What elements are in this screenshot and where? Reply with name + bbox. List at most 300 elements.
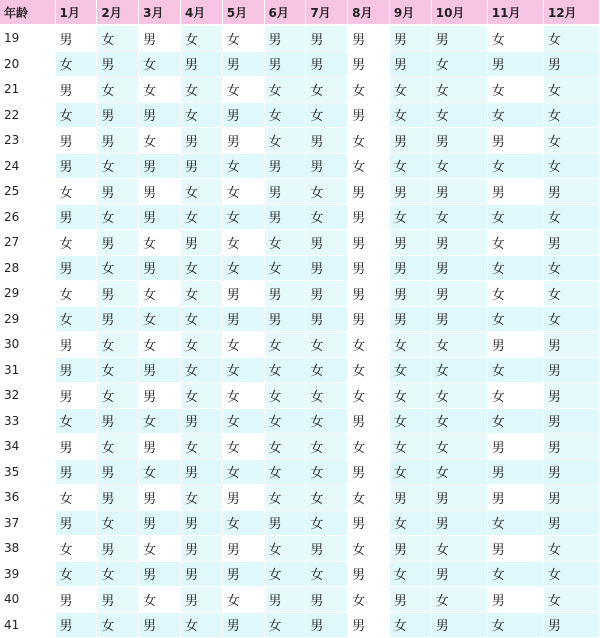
- gender-cell: 男: [97, 306, 139, 332]
- gender-cell: 男: [180, 459, 222, 485]
- gender-cell: 女: [487, 204, 543, 230]
- gender-cell: 男: [487, 459, 543, 485]
- table-row: [0, 25, 600, 51]
- gender-cell: 女: [264, 485, 306, 511]
- gender-cell: 男: [389, 51, 431, 77]
- gender-cell: 男: [306, 306, 348, 332]
- gender-cell: 女: [431, 204, 487, 230]
- gender-cell: 男: [97, 281, 139, 307]
- gender-cell: 男: [139, 25, 181, 51]
- gender-cell: 男: [222, 51, 264, 77]
- gender-cell: 男: [543, 612, 599, 638]
- month-header: 6月: [264, 0, 306, 25]
- gender-cell: 女: [180, 77, 222, 103]
- gender-cell: 男: [180, 510, 222, 536]
- gender-cell: 女: [97, 510, 139, 536]
- table-body: [0, 25, 600, 638]
- age-cell: 40: [0, 587, 55, 613]
- gender-cell: 男: [97, 51, 139, 77]
- gender-cell: 男: [389, 536, 431, 562]
- gender-cell: 男: [55, 204, 97, 230]
- age-cell: 37: [0, 510, 55, 536]
- gender-cell: 男: [348, 459, 390, 485]
- gender-cell: 男: [543, 434, 599, 460]
- gender-cell: 男: [55, 357, 97, 383]
- gender-cell: 女: [139, 77, 181, 103]
- gender-cell: 女: [431, 357, 487, 383]
- month-header: 2月: [97, 0, 139, 25]
- gender-cell: 女: [264, 357, 306, 383]
- gender-cell: 男: [431, 128, 487, 154]
- gender-cell: 女: [306, 77, 348, 103]
- gender-cell: 女: [306, 204, 348, 230]
- gender-cell: 女: [180, 255, 222, 281]
- gender-cell: 男: [180, 153, 222, 179]
- gender-cell: 女: [306, 102, 348, 128]
- gender-cell: 女: [487, 408, 543, 434]
- gender-cell: 女: [97, 612, 139, 638]
- gender-cell: 女: [389, 77, 431, 103]
- gender-cell: 男: [264, 587, 306, 613]
- gender-cell: 男: [264, 281, 306, 307]
- gender-cell: 女: [139, 536, 181, 562]
- gender-cell: 男: [431, 306, 487, 332]
- gender-cell: 女: [264, 255, 306, 281]
- gender-cell: 男: [543, 383, 599, 409]
- gender-cell: 女: [55, 561, 97, 587]
- gender-cell: 女: [97, 561, 139, 587]
- gender-cell: 男: [487, 51, 543, 77]
- gender-cell: 男: [97, 179, 139, 205]
- gender-cell: 女: [306, 179, 348, 205]
- gender-cell: 男: [348, 255, 390, 281]
- gender-cell: 男: [55, 510, 97, 536]
- gender-cell: 男: [543, 332, 599, 358]
- age-cell: 31: [0, 357, 55, 383]
- gender-cell: 女: [487, 383, 543, 409]
- gender-cell: 女: [348, 77, 390, 103]
- month-header: 8月: [348, 0, 390, 25]
- header-row: [0, 0, 600, 25]
- gender-cell: 女: [55, 306, 97, 332]
- gender-cell: 女: [264, 561, 306, 587]
- gender-cell: 男: [389, 255, 431, 281]
- gender-cell: 男: [543, 459, 599, 485]
- gender-cell: 男: [55, 459, 97, 485]
- table-row: [0, 255, 600, 281]
- gender-cell: 女: [180, 25, 222, 51]
- gender-cell: 女: [389, 459, 431, 485]
- gender-cell: 女: [180, 102, 222, 128]
- month-header: 10月: [431, 0, 487, 25]
- gender-cell: 男: [55, 25, 97, 51]
- table-row: [0, 561, 600, 587]
- gender-cell: 女: [222, 587, 264, 613]
- gender-cell: 女: [180, 306, 222, 332]
- gender-cell: 女: [180, 434, 222, 460]
- month-header: 1月: [55, 0, 97, 25]
- gender-cell: 女: [222, 153, 264, 179]
- gender-cell: 男: [431, 179, 487, 205]
- gender-cell: 女: [543, 25, 599, 51]
- table-row: [0, 510, 600, 536]
- gender-cell: 男: [97, 485, 139, 511]
- gender-cell: 男: [543, 179, 599, 205]
- gender-cell: 女: [264, 230, 306, 256]
- table-row: [0, 357, 600, 383]
- gender-cell: 男: [306, 51, 348, 77]
- gender-cell: 男: [139, 255, 181, 281]
- age-cell: 20: [0, 51, 55, 77]
- gender-cell: 女: [487, 357, 543, 383]
- gender-cell: 女: [97, 383, 139, 409]
- gender-cell: 女: [543, 587, 599, 613]
- gender-cell: 男: [97, 230, 139, 256]
- gender-cell: 女: [97, 25, 139, 51]
- gender-cell: 女: [97, 204, 139, 230]
- age-cell: 24: [0, 153, 55, 179]
- gender-cell: 女: [487, 102, 543, 128]
- table-row: [0, 153, 600, 179]
- gender-cell: 女: [306, 459, 348, 485]
- gender-cell: 女: [180, 204, 222, 230]
- gender-cell: 女: [431, 332, 487, 358]
- gender-cell: 男: [431, 230, 487, 256]
- gender-cell: 女: [222, 357, 264, 383]
- gender-cell: 男: [264, 204, 306, 230]
- gender-cell: 女: [487, 25, 543, 51]
- gender-cell: 女: [389, 153, 431, 179]
- gender-cell: 女: [487, 255, 543, 281]
- table-row: [0, 77, 600, 103]
- age-cell: 29: [0, 281, 55, 307]
- gender-cell: 女: [306, 485, 348, 511]
- gender-cell: 女: [431, 51, 487, 77]
- gender-cell: 男: [431, 25, 487, 51]
- age-header: 年龄: [0, 0, 55, 25]
- gender-cell: 男: [306, 25, 348, 51]
- gender-cell: 男: [389, 179, 431, 205]
- gender-cell: 男: [139, 561, 181, 587]
- gender-cell: 女: [55, 536, 97, 562]
- gender-cell: 女: [389, 612, 431, 638]
- gender-cell: 男: [389, 587, 431, 613]
- gender-cell: 女: [264, 77, 306, 103]
- table-row: [0, 612, 600, 638]
- gender-cell: 女: [222, 230, 264, 256]
- gender-cell: 女: [431, 102, 487, 128]
- month-header: 4月: [180, 0, 222, 25]
- gender-cell: 男: [139, 179, 181, 205]
- gender-cell: 男: [306, 587, 348, 613]
- gender-cell: 男: [222, 561, 264, 587]
- gender-cell: 女: [180, 357, 222, 383]
- age-cell: 33: [0, 408, 55, 434]
- gender-cell: 女: [264, 459, 306, 485]
- gender-cell: 男: [139, 357, 181, 383]
- gender-cell: 女: [139, 306, 181, 332]
- gender-cell: 女: [487, 77, 543, 103]
- gender-cell: 男: [222, 128, 264, 154]
- gender-cell: 女: [431, 587, 487, 613]
- gender-cell: 男: [306, 612, 348, 638]
- gender-cell: 女: [264, 536, 306, 562]
- gender-cell: 女: [306, 408, 348, 434]
- age-cell: 25: [0, 179, 55, 205]
- gender-cell: 男: [487, 332, 543, 358]
- gender-cell: 女: [543, 306, 599, 332]
- gender-cell: 女: [264, 434, 306, 460]
- gender-cell: 女: [222, 383, 264, 409]
- gender-cell: 男: [180, 51, 222, 77]
- gender-cell: 女: [306, 561, 348, 587]
- gender-cell: 女: [431, 408, 487, 434]
- gender-cell: 男: [431, 255, 487, 281]
- gender-cell: 女: [431, 153, 487, 179]
- gender-cell: 女: [97, 332, 139, 358]
- gender-cell: 男: [222, 306, 264, 332]
- gender-cell: 男: [222, 102, 264, 128]
- gender-cell: 女: [139, 51, 181, 77]
- age-cell: 38: [0, 536, 55, 562]
- gender-cell: 女: [264, 128, 306, 154]
- gender-cell: 男: [306, 255, 348, 281]
- gender-cell: 女: [543, 255, 599, 281]
- table-row: [0, 102, 600, 128]
- gender-cell: 男: [97, 587, 139, 613]
- gender-cell: 女: [389, 332, 431, 358]
- gender-cell: 女: [487, 510, 543, 536]
- gender-cell: 男: [55, 153, 97, 179]
- gender-cell: 女: [55, 230, 97, 256]
- gender-cell: 女: [264, 383, 306, 409]
- gender-cell: 女: [180, 612, 222, 638]
- gender-cell: 男: [431, 485, 487, 511]
- table-row: [0, 485, 600, 511]
- gender-cell: 女: [487, 153, 543, 179]
- gender-cell: 女: [389, 357, 431, 383]
- gender-cell: 女: [55, 281, 97, 307]
- gender-cell: 男: [97, 408, 139, 434]
- gender-cell: 女: [543, 77, 599, 103]
- gender-cell: 女: [389, 561, 431, 587]
- gender-cell: 男: [348, 281, 390, 307]
- table-row: [0, 408, 600, 434]
- gender-cell: 女: [348, 332, 390, 358]
- gender-cell: 男: [180, 536, 222, 562]
- gender-cell: 女: [487, 230, 543, 256]
- gender-cell: 女: [431, 77, 487, 103]
- gender-cell: 男: [55, 612, 97, 638]
- gender-cell: 男: [139, 153, 181, 179]
- age-cell: 28: [0, 255, 55, 281]
- gender-cell: 女: [222, 204, 264, 230]
- month-header: 7月: [306, 0, 348, 25]
- gender-cell: 女: [139, 332, 181, 358]
- gender-cell: 女: [55, 179, 97, 205]
- table-row: [0, 204, 600, 230]
- gender-cell: 男: [139, 102, 181, 128]
- gender-cell: 女: [97, 357, 139, 383]
- gender-cell: 女: [139, 587, 181, 613]
- gender-cell: 女: [180, 179, 222, 205]
- gender-cell: 男: [348, 561, 390, 587]
- gender-cell: 女: [222, 459, 264, 485]
- gender-cell: 女: [431, 383, 487, 409]
- gender-cell: 男: [389, 230, 431, 256]
- gender-cell: 男: [264, 51, 306, 77]
- gender-cell: 男: [139, 510, 181, 536]
- gender-cell: 男: [222, 281, 264, 307]
- gender-cell: 男: [222, 536, 264, 562]
- gender-cell: 女: [389, 383, 431, 409]
- age-cell: 34: [0, 434, 55, 460]
- gender-cell: 男: [306, 128, 348, 154]
- gender-cell: 女: [543, 128, 599, 154]
- gender-cell: 男: [55, 255, 97, 281]
- gender-cell: 男: [348, 408, 390, 434]
- gender-cell: 男: [264, 25, 306, 51]
- gender-cell: 女: [543, 281, 599, 307]
- gender-cell: 女: [139, 230, 181, 256]
- gender-cell: 女: [264, 408, 306, 434]
- gender-cell: 女: [348, 153, 390, 179]
- gender-cell: 男: [139, 612, 181, 638]
- gender-cell: 女: [180, 281, 222, 307]
- gender-cell: 女: [487, 306, 543, 332]
- gender-cell: 男: [543, 51, 599, 77]
- gender-cell: 女: [222, 332, 264, 358]
- gender-cell: 男: [431, 612, 487, 638]
- gender-cell: 男: [55, 587, 97, 613]
- gender-cell: 男: [97, 128, 139, 154]
- gender-cell: 男: [180, 128, 222, 154]
- table-row: [0, 434, 600, 460]
- gender-cell: 男: [543, 230, 599, 256]
- gender-cell: 男: [55, 332, 97, 358]
- gender-cell: 女: [55, 408, 97, 434]
- month-header: 3月: [139, 0, 181, 25]
- gender-cell: 男: [487, 536, 543, 562]
- month-header: 5月: [222, 0, 264, 25]
- gender-cell: 女: [389, 102, 431, 128]
- gender-cell: 女: [389, 204, 431, 230]
- gender-cell: 男: [264, 179, 306, 205]
- gender-cell: 女: [306, 383, 348, 409]
- gender-cell: 女: [348, 485, 390, 511]
- gender-cell: 男: [348, 102, 390, 128]
- gender-cell: 女: [97, 153, 139, 179]
- table-row: [0, 459, 600, 485]
- gender-cell: 女: [222, 434, 264, 460]
- age-cell: 30: [0, 332, 55, 358]
- gender-cell: 女: [55, 51, 97, 77]
- gender-cell: 女: [348, 383, 390, 409]
- gender-cell: 男: [348, 51, 390, 77]
- gender-cell: 女: [306, 434, 348, 460]
- gender-cell: 女: [264, 332, 306, 358]
- gender-cell: 男: [306, 153, 348, 179]
- gender-cell: 女: [222, 255, 264, 281]
- gender-cell: 女: [264, 612, 306, 638]
- gender-cell: 女: [139, 408, 181, 434]
- gender-cell: 男: [389, 281, 431, 307]
- gender-cell: 男: [306, 281, 348, 307]
- age-cell: 23: [0, 128, 55, 154]
- gender-cell: 男: [139, 383, 181, 409]
- table-row: [0, 332, 600, 358]
- gender-cell: 男: [487, 587, 543, 613]
- gender-cell: 男: [264, 153, 306, 179]
- gender-cell: 男: [97, 536, 139, 562]
- month-header: 9月: [389, 0, 431, 25]
- age-cell: 41: [0, 612, 55, 638]
- gender-cell: 女: [55, 102, 97, 128]
- table-row: [0, 306, 600, 332]
- gender-cell: 男: [348, 510, 390, 536]
- gender-cell: 男: [264, 306, 306, 332]
- gender-cell: 女: [389, 408, 431, 434]
- gender-cell: 男: [222, 612, 264, 638]
- gender-cell: 男: [543, 510, 599, 536]
- gender-cell: 女: [348, 434, 390, 460]
- gender-cell: 男: [306, 536, 348, 562]
- gender-cell: 女: [389, 434, 431, 460]
- gender-cell: 男: [180, 408, 222, 434]
- age-cell: 39: [0, 561, 55, 587]
- gender-cell: 男: [431, 561, 487, 587]
- gender-cell: 男: [348, 230, 390, 256]
- gender-cell: 女: [389, 510, 431, 536]
- gender-cell: 男: [97, 102, 139, 128]
- gender-cell: 女: [431, 459, 487, 485]
- gender-cell: 女: [264, 102, 306, 128]
- age-cell: 35: [0, 459, 55, 485]
- table-row: [0, 128, 600, 154]
- gender-cell: 女: [180, 332, 222, 358]
- age-cell: 36: [0, 485, 55, 511]
- gender-cell: 男: [543, 408, 599, 434]
- age-cell: 29: [0, 306, 55, 332]
- table-row: [0, 536, 600, 562]
- gender-cell: 女: [543, 536, 599, 562]
- gender-cell: 男: [487, 485, 543, 511]
- gender-cell: 男: [55, 128, 97, 154]
- gender-cell: 男: [139, 434, 181, 460]
- gender-cell: 女: [543, 561, 599, 587]
- gender-cell: 男: [180, 587, 222, 613]
- gender-cell: 男: [487, 179, 543, 205]
- age-cell: 22: [0, 102, 55, 128]
- gender-cell: 女: [543, 204, 599, 230]
- gender-cell: 女: [306, 332, 348, 358]
- gender-cell: 女: [222, 25, 264, 51]
- gender-cell: 女: [487, 561, 543, 587]
- gender-cell: 男: [97, 459, 139, 485]
- gender-cell: 男: [487, 434, 543, 460]
- gender-cell: 女: [222, 510, 264, 536]
- gender-cell: 女: [306, 510, 348, 536]
- gender-cell: 女: [97, 434, 139, 460]
- gender-cell: 男: [389, 128, 431, 154]
- gender-cell: 女: [543, 102, 599, 128]
- gender-cell: 女: [55, 485, 97, 511]
- gender-cell: 女: [222, 408, 264, 434]
- gender-cell: 女: [139, 459, 181, 485]
- gender-cell: 女: [543, 153, 599, 179]
- gender-cell: 男: [389, 306, 431, 332]
- gender-cell: 男: [543, 485, 599, 511]
